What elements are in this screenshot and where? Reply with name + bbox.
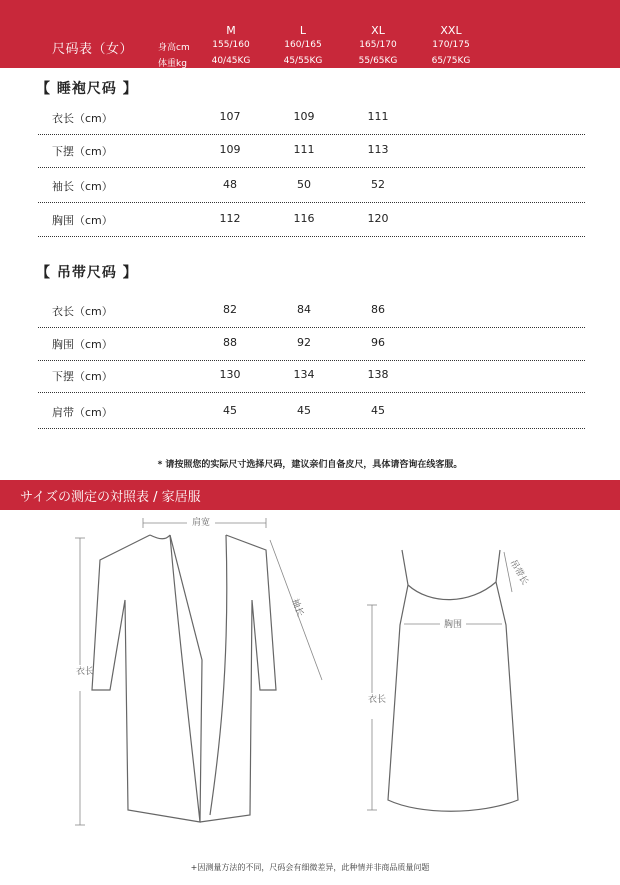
height-m: 155/160 bbox=[212, 40, 250, 50]
robe-illustration bbox=[92, 535, 276, 822]
cell-value: 111 bbox=[367, 110, 389, 123]
cell-value: 130 bbox=[219, 368, 241, 381]
cell-value: 134 bbox=[293, 368, 315, 381]
shoulder-label: 肩宽 bbox=[192, 518, 211, 528]
table-row bbox=[38, 362, 585, 393]
measurement-note: * 请按照您的实际尺寸选择尺码，建议亲们自备皮尺，具体请咨询在线客服。 bbox=[157, 460, 463, 470]
banner-title: サイズの测定の対照表 / 家居服 bbox=[20, 490, 201, 505]
slip-section-title: 【 吊带尺码 】 bbox=[36, 265, 138, 281]
table-row bbox=[38, 172, 585, 203]
cell-value: 50 bbox=[297, 178, 311, 191]
table-row bbox=[38, 137, 585, 168]
row-label: 下摆（cm） bbox=[52, 145, 113, 158]
weight-label: 体重kg bbox=[158, 59, 187, 69]
height-xl: 165/170 bbox=[359, 40, 397, 50]
size-xl: XL bbox=[371, 24, 385, 37]
size-l: L bbox=[299, 24, 307, 37]
cell-value: 88 bbox=[223, 336, 237, 349]
cell-value: 82 bbox=[223, 303, 237, 316]
slip-length-label: 衣长 bbox=[368, 695, 387, 705]
robe-section-title: 【 睡袍尺码 】 bbox=[36, 81, 138, 97]
table-row bbox=[38, 398, 585, 429]
table-row bbox=[38, 330, 585, 361]
cell-value: 45 bbox=[371, 404, 385, 417]
cell-value: 86 bbox=[371, 303, 385, 316]
measurement-disclaimer: +因测量方法的不同，尺码会有细微差异，此种情并非商品质量问题 bbox=[190, 863, 430, 872]
weight-xxl: 65/75KG bbox=[431, 56, 471, 66]
weight-l: 45/55KG bbox=[283, 56, 323, 66]
row-label: 袖长（cm） bbox=[52, 180, 113, 193]
table-row bbox=[38, 104, 585, 135]
cell-value: 112 bbox=[219, 212, 241, 225]
strap-label: 吊带长 bbox=[507, 558, 530, 587]
row-label: 下摆（cm） bbox=[52, 370, 113, 383]
cell-value: 45 bbox=[297, 404, 311, 417]
sleeve-label: 袖长 bbox=[289, 597, 305, 618]
measurement-banner bbox=[0, 480, 620, 510]
cell-value: 84 bbox=[297, 303, 311, 316]
table-row bbox=[38, 297, 585, 328]
cell-value: 111 bbox=[293, 143, 315, 156]
cell-value: 109 bbox=[293, 110, 315, 123]
slip-illustration bbox=[388, 550, 518, 811]
chart-title: 尺码表（女） bbox=[52, 42, 134, 57]
strap-measure bbox=[504, 552, 512, 592]
cell-value: 109 bbox=[219, 143, 241, 156]
size-xxl: XXL bbox=[440, 24, 462, 37]
cell-value: 120 bbox=[367, 212, 389, 225]
cell-value: 113 bbox=[367, 143, 389, 156]
row-label: 胸围（cm） bbox=[52, 338, 113, 351]
size-m: M bbox=[226, 24, 236, 37]
garment-diagram bbox=[0, 510, 620, 860]
cell-value: 52 bbox=[371, 178, 385, 191]
weight-xl: 55/65KG bbox=[358, 56, 398, 66]
weight-m: 40/45KG bbox=[211, 56, 251, 66]
row-label: 胸围（cm） bbox=[52, 214, 113, 227]
height-label: 身高cm bbox=[158, 43, 190, 53]
cell-value: 48 bbox=[223, 178, 237, 191]
height-xxl: 170/175 bbox=[432, 40, 470, 50]
cell-value: 45 bbox=[223, 404, 237, 417]
robe-length-label: 衣长 bbox=[76, 667, 95, 677]
table-row bbox=[38, 206, 585, 237]
row-label: 衣长（cm） bbox=[52, 112, 113, 125]
cell-value: 96 bbox=[371, 336, 385, 349]
cell-value: 107 bbox=[219, 110, 241, 123]
chest-label: 胸围 bbox=[444, 620, 463, 630]
cell-value: 138 bbox=[367, 368, 389, 381]
cell-value: 116 bbox=[293, 212, 315, 225]
height-l: 160/165 bbox=[284, 40, 322, 50]
cell-value: 92 bbox=[297, 336, 311, 349]
row-label: 衣长（cm） bbox=[52, 305, 113, 318]
row-label: 肩带（cm） bbox=[52, 406, 113, 419]
size-chart-header bbox=[0, 0, 620, 68]
